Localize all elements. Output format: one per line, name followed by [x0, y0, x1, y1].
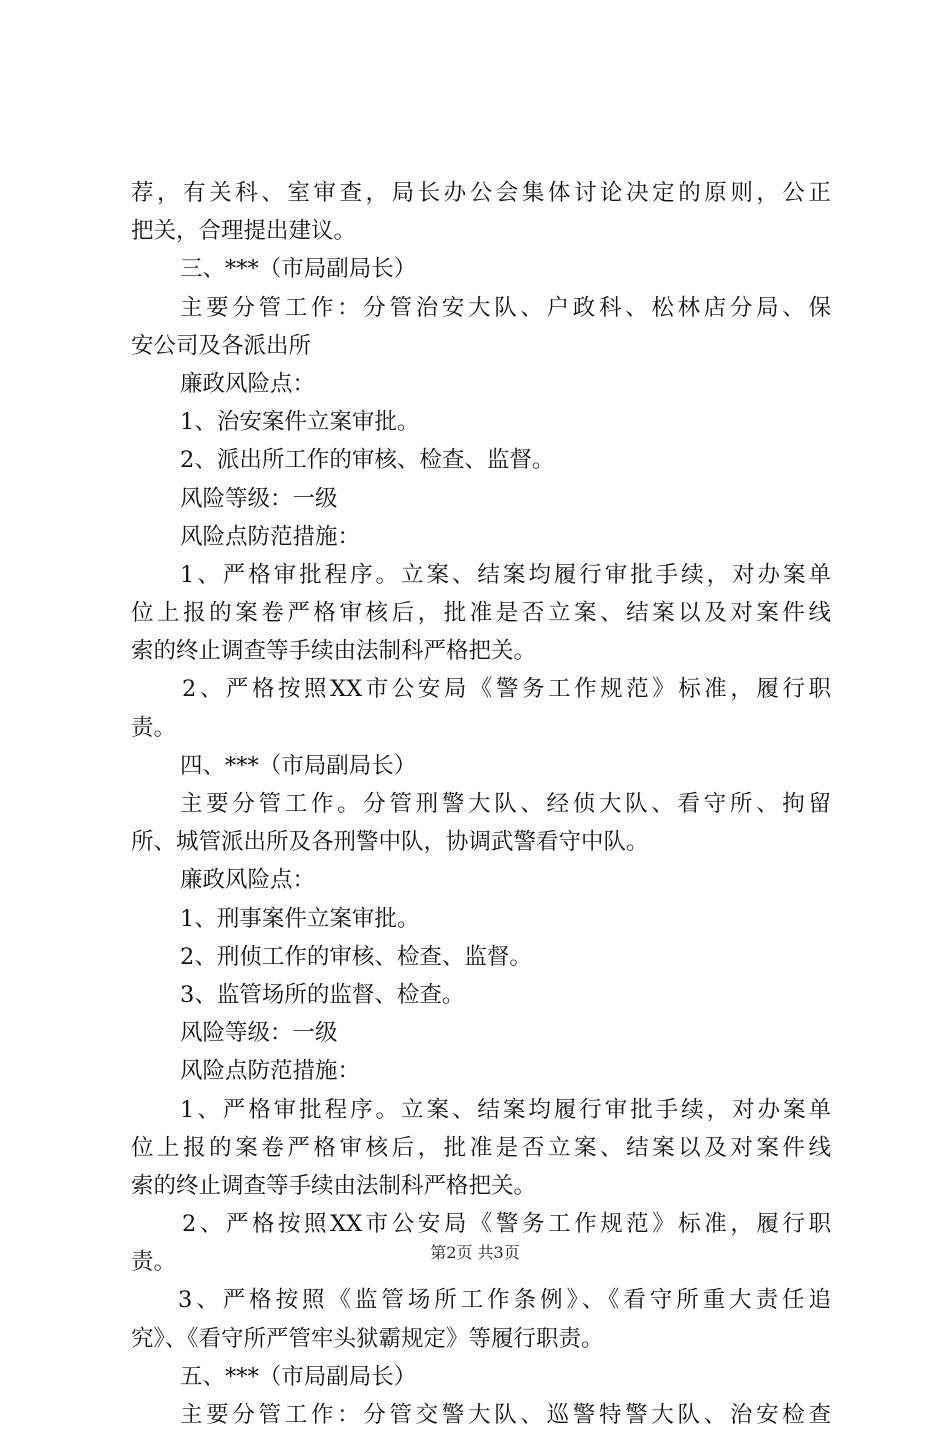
paragraph-line: 风险等级：一级	[180, 485, 338, 512]
paragraph-line: 主要分管工作。分管刑警大队、经侦大队、看守所、拘留	[180, 791, 831, 817]
paragraph-line: 荐，有关科、室审查，局长办公会集体讨论决定的原则，公正	[131, 180, 831, 206]
paragraph-line: 主要分管工作：分管治安大队、户政科、松林店分局、保	[180, 294, 831, 321]
paragraph-line: 廉政风险点：	[180, 867, 316, 894]
paragraph-line: 廉政风险点：	[180, 370, 316, 397]
list-item: 1、治安案件立案审批。	[180, 409, 420, 436]
list-item: 2、刑侦工作的审核、检查、监督。	[180, 943, 532, 970]
paragraph-line: 索的终止调查等手续由法制科严格把关。	[131, 1172, 537, 1199]
section-heading: 五、***（市局副局长）	[180, 1363, 417, 1390]
paragraph-line: 所、城管派出所及各刑警中队，协调武警看守中队。	[131, 829, 649, 856]
section-heading: 四、***（市局副局长）	[180, 752, 417, 779]
paragraph-line: 把关，合理提出建议。	[131, 218, 357, 245]
paragraph-line: 索的终止调查等手续由法制科严格把关。	[131, 638, 537, 665]
paragraph-line: 安公司及各派出所	[131, 332, 312, 359]
paragraph-line: 位上报的案卷严格审核后，批准是否立案、结案以及对案件线	[131, 1134, 831, 1161]
paragraph-line: 责。	[131, 714, 177, 741]
list-item: 2、严格按照XX市公安局《警务工作规范》标准，履行职	[182, 676, 831, 703]
paragraph-line: 位上报的案卷严格审核后，批准是否立案、结案以及对案件线	[131, 600, 831, 627]
list-item: 2、严格按照XX市公安局《警务工作规范》标准，履行职	[182, 1211, 831, 1238]
paragraph-line: 究》、《看守所严管牢头狱霸规定》等履行职责。	[131, 1325, 604, 1352]
list-item: 3、严格按照《监管场所工作条例》、《看守所重大责任追	[178, 1287, 831, 1314]
paragraph-line: 风险等级：一级	[180, 1020, 338, 1047]
list-item: 2、派出所工作的审核、检查、监督。	[180, 447, 555, 474]
paragraph-line: 风险点防范措施：	[180, 1058, 361, 1085]
list-item: 3、监管场所的监督、检查。	[180, 981, 465, 1008]
paragraph-line: 责。	[131, 1249, 177, 1276]
page-footer: 第2页 共3页	[430, 1243, 520, 1262]
paragraph-line: 风险点防范措施：	[180, 523, 361, 550]
section-heading: 三、***（市局副局长）	[180, 256, 417, 283]
list-item: 1、严格审批程序。立案、结案均履行审批手续，对办案单	[180, 561, 831, 588]
list-item: 1、刑事案件立案审批。	[180, 905, 420, 932]
paragraph-line: 主要分管工作：分管交警大队、巡警特警大队、治安检查	[180, 1402, 831, 1428]
list-item: 1、严格审批程序。立案、结案均履行审批手续，对办案单	[180, 1096, 831, 1123]
